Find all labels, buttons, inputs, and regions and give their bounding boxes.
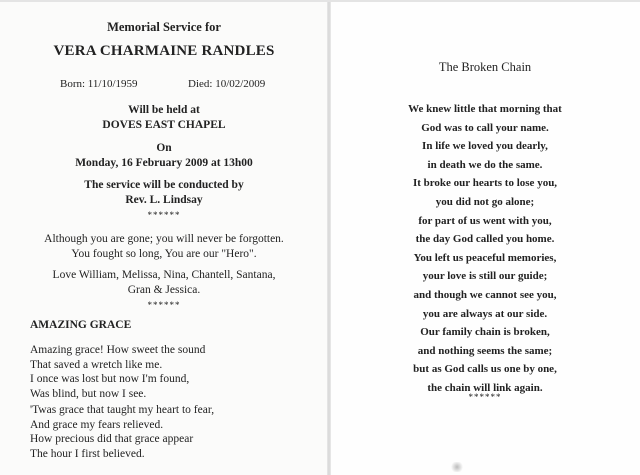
- family-line: Love William, Melissa, Nina, Chantell, Santana,: [52, 269, 276, 281]
- death-date: Died: 10/02/2009: [188, 78, 266, 90]
- separator-stars: ******: [147, 210, 181, 220]
- poem-line: You left us peaceful memories,: [413, 251, 557, 264]
- hymn-line: And grace my fears relieved.: [30, 418, 164, 431]
- poem-line: the chain will link again.: [427, 381, 543, 394]
- poem-line: In life we loved you dearly,: [422, 140, 548, 153]
- venue-name: DOVES EAST CHAPEL: [102, 119, 226, 131]
- service-heading: Memorial Service for: [107, 20, 221, 34]
- venue-block: [0, 103, 328, 133]
- hymn-title: AMAZING GRACE: [30, 319, 132, 331]
- broken-chain-poem: [330, 100, 640, 398]
- separator-stars: ******: [468, 392, 502, 402]
- poem-line: the day God called you home.: [415, 233, 555, 246]
- scan-smudge: [450, 462, 464, 472]
- service-date: Monday, 16 February 2009 at 13h00: [75, 157, 253, 169]
- officiant-block: [0, 178, 328, 208]
- poem-line: for part of us went with you,: [418, 214, 552, 227]
- birth-date: Born: 11/10/1959: [60, 78, 138, 90]
- tribute-line: You fought so long, You are our "Hero".: [71, 248, 257, 260]
- poem-line: your love is still our guide;: [422, 270, 548, 283]
- poem-line: Our family chain is broken,: [420, 326, 550, 339]
- poem-title: The Broken Chain: [438, 60, 532, 74]
- poem-line: God was to call your name.: [421, 121, 549, 134]
- scan-edge: [0, 0, 640, 2]
- hymn-line: Amazing grace! How sweet the sound: [30, 344, 206, 356]
- date-intro: On: [156, 142, 172, 154]
- hymn-verse-2: [30, 403, 214, 461]
- poem-line: you did not go alone;: [435, 195, 535, 208]
- poem-line: We knew little that morning that: [408, 103, 562, 115]
- tribute-block: [0, 232, 328, 262]
- officiant-name: Rev. L. Lindsay: [125, 194, 203, 206]
- hymn-line: Was blind, but now I see.: [30, 387, 147, 400]
- poem-line: and though we cannot see you,: [413, 288, 557, 301]
- deceased-name: VERA CHARMAINE RANDLES: [53, 43, 275, 59]
- family-line: Gran & Jessica.: [127, 284, 201, 296]
- family-block: [0, 268, 328, 298]
- hymn-verse-1: [30, 343, 205, 401]
- poem-line: you are always at our side.: [422, 307, 548, 320]
- poem-line: and nothing seems the same;: [417, 344, 553, 357]
- separator-stars: ******: [147, 300, 181, 310]
- officiant-intro: The service will be conducted by: [84, 179, 244, 191]
- hymn-line: How precious did that grace appear: [30, 433, 194, 445]
- hymn-line: 'Twas grace that taught my heart to fear,: [30, 404, 215, 416]
- hymn-line: The hour I first believed.: [30, 447, 145, 460]
- poem-line: in death we do the same.: [427, 158, 543, 171]
- tribute-line: Although you are gone; you will never be forgotten.: [44, 233, 284, 245]
- poem-line: but as God calls us one by one,: [413, 363, 557, 376]
- hymn-line: That saved a wretch like me.: [30, 358, 163, 371]
- date-block: [0, 141, 328, 171]
- venue-intro: Will be held at: [128, 104, 200, 116]
- hymn-line: I once was lost but now I'm found,: [30, 373, 190, 385]
- poem-line: It broke our hearts to lose you,: [412, 177, 558, 190]
